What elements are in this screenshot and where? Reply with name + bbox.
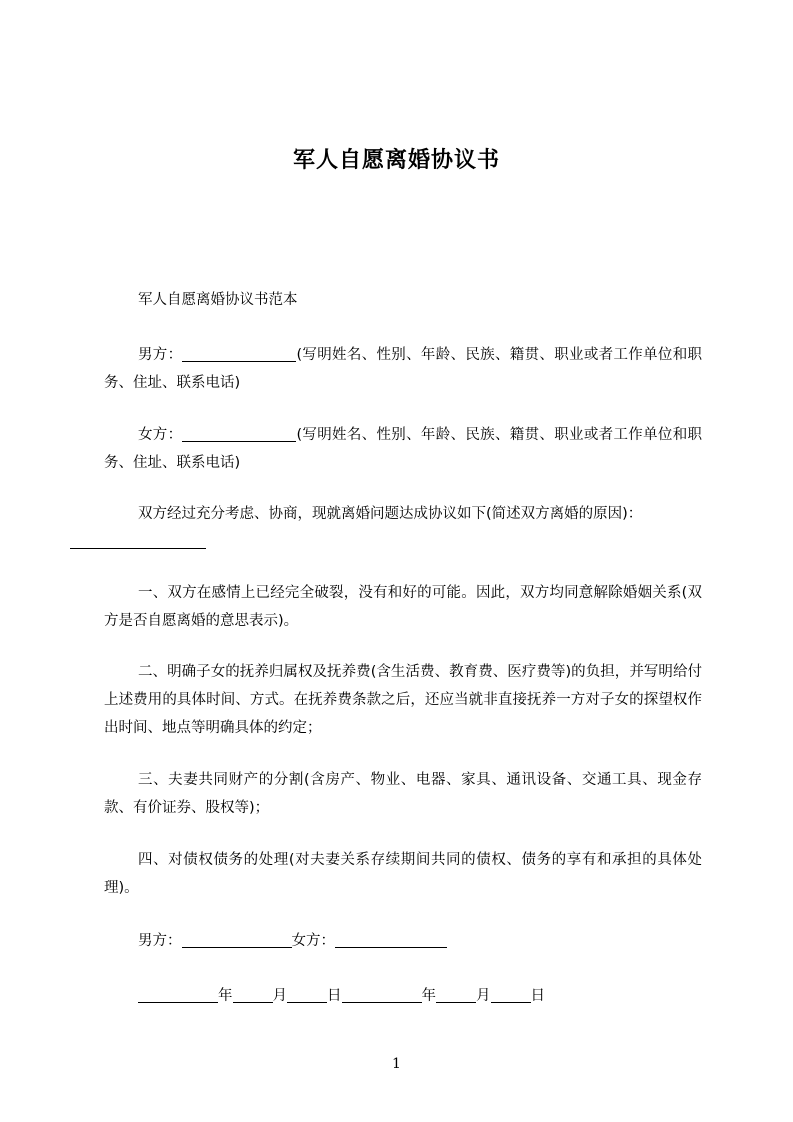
date-line bbox=[104, 982, 702, 1010]
clause-4: 四、对债权债务的处理(对夫妻关系存续期间共同的债权、债务的享有和承担的具体处理)。 bbox=[104, 852, 702, 896]
day-blank-2 bbox=[491, 986, 531, 1003]
sign-male-blank bbox=[182, 931, 292, 948]
month-label-2: 月 bbox=[476, 988, 491, 1004]
year-blank-2 bbox=[342, 986, 422, 1003]
female-party-note: (写明姓名、性别、年龄、民族、籍贯、职业或者工作单位和职务、住址、联系电话) bbox=[104, 427, 703, 471]
month-blank-1 bbox=[233, 986, 273, 1003]
sign-female-label: 女方： bbox=[291, 933, 335, 949]
month-blank-2 bbox=[436, 986, 476, 1003]
year-label-1: 年 bbox=[218, 988, 233, 1004]
clause-3: 三、夫妻共同财产的分割(含房产、物业、电器、家具、通讯设备、交通工具、现金存款、有价证券、股权等)； bbox=[104, 772, 702, 816]
year-blank-1 bbox=[138, 986, 218, 1003]
document-subtitle: 军人自愿离婚协议书范本 bbox=[138, 292, 298, 308]
sign-male-label: 男方： bbox=[138, 933, 182, 949]
female-party-paragraph bbox=[104, 421, 702, 477]
male-party-paragraph bbox=[104, 341, 702, 397]
month-label-1: 月 bbox=[272, 988, 287, 1004]
sign-female-blank bbox=[335, 931, 447, 948]
page-number: 1 bbox=[392, 1056, 401, 1072]
female-info-blank bbox=[182, 425, 296, 442]
reason-blank bbox=[70, 532, 206, 549]
male-info-blank bbox=[182, 345, 296, 362]
female-label: 女方： bbox=[138, 427, 183, 443]
document-title: 军人自愿离婚协议书 bbox=[292, 148, 500, 173]
day-label-2: 日 bbox=[530, 988, 545, 1004]
clause-2: 二、明确子女的抚养归属权及抚养费(含生活费、教育费、医疗费等)的负担，并写明给付上述费用的具体时间、方式。在抚养费条款之后，还应当就非直接抚养一方对子女的探望权作出时间、地点等明确具体的约定； bbox=[104, 664, 702, 736]
male-party-note: (写明姓名、性别、年龄、民族、籍贯、职业或者工作单位和职务、住址、联系电话) bbox=[104, 347, 703, 391]
male-label: 男方： bbox=[138, 347, 183, 363]
signature-line bbox=[104, 927, 702, 955]
clause-1: 一、双方在感情上已经完全破裂，没有和好的可能。因此，双方均同意解除婚姻关系(双方是否自愿离婚的意思表示)。 bbox=[104, 585, 702, 629]
intro-paragraph bbox=[104, 500, 702, 556]
day-blank-1 bbox=[287, 986, 327, 1003]
intro-text: 双方经过充分考虑、协商，现就离婚问题达成协议如下(简述双方离婚的原因)： bbox=[138, 506, 643, 522]
year-label-2: 年 bbox=[421, 988, 436, 1004]
day-label-1: 日 bbox=[327, 988, 342, 1004]
